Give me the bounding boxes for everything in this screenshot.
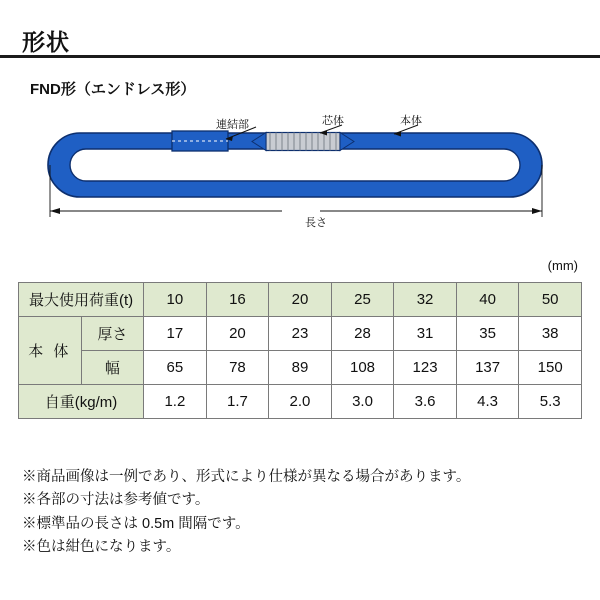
note-item: ※標準品の長さは 0.5m 間隔です。	[22, 515, 250, 532]
core-section	[252, 133, 354, 151]
callout-length: 長さ	[305, 217, 327, 229]
unit-label: (mm)	[547, 258, 578, 273]
page-header	[0, 18, 600, 58]
callout-core: 芯体	[322, 115, 344, 127]
sling-illustration	[20, 105, 580, 245]
notes-list	[22, 466, 582, 560]
cell-thickness-20: 23	[269, 317, 332, 351]
cell-width-20: 89	[269, 351, 332, 385]
row-label-weight: 自重(kg/m)	[19, 385, 144, 419]
cell-width-10: 65	[144, 351, 207, 385]
figure-title: FND形（エンドレス形）	[30, 81, 196, 98]
header-cell-load: 最大使用荷重(t)	[19, 283, 144, 317]
table-row	[19, 351, 582, 385]
cell-thickness-10: 17	[144, 317, 207, 351]
row-label-body: 本 体	[19, 317, 82, 385]
table-row	[19, 317, 582, 351]
cell-thickness-25: 28	[331, 317, 394, 351]
callout-joint: 連結部	[216, 119, 249, 131]
sling-figure	[20, 105, 580, 245]
table-header-row	[19, 283, 582, 317]
cell-weight-32: 3.6	[394, 385, 457, 419]
header-cell-40: 40	[456, 283, 519, 317]
note-item: ※各部の寸法は参考値です。	[22, 492, 210, 509]
cell-thickness-40: 35	[456, 317, 519, 351]
cell-weight-25: 3.0	[331, 385, 394, 419]
header-cell-10: 10	[144, 283, 207, 317]
cell-width-32: 123	[394, 351, 457, 385]
dim-arrow-right	[532, 208, 542, 214]
row-sublabel-thickness: 厚さ	[81, 317, 144, 351]
cell-weight-10: 1.2	[144, 385, 207, 419]
header-cell-25: 25	[331, 283, 394, 317]
spec-table	[18, 282, 582, 419]
header-cell-20: 20	[269, 283, 332, 317]
table-row	[19, 385, 582, 419]
cell-weight-50: 5.3	[519, 385, 582, 419]
note-item: ※商品画像は一例であり、形式により仕様が異なる場合があります。	[22, 469, 471, 485]
cell-width-40: 137	[456, 351, 519, 385]
callout-body: 本体	[400, 115, 422, 127]
page-title: 形状	[22, 29, 70, 55]
header-cell-16: 16	[206, 283, 269, 317]
sling-body-inner-hole	[70, 149, 520, 181]
row-sublabel-width: 幅	[81, 351, 144, 385]
header-cell-50: 50	[519, 283, 582, 317]
cell-width-25: 108	[331, 351, 394, 385]
dim-arrow-left	[50, 208, 60, 214]
cell-width-50: 150	[519, 351, 582, 385]
cell-thickness-50: 38	[519, 317, 582, 351]
cell-weight-40: 4.3	[456, 385, 519, 419]
header-cell-32: 32	[394, 283, 457, 317]
cell-weight-20: 2.0	[269, 385, 332, 419]
cell-weight-16: 1.7	[206, 385, 269, 419]
cell-thickness-32: 31	[394, 317, 457, 351]
cell-thickness-16: 20	[206, 317, 269, 351]
note-item: ※色は紺色になります。	[22, 539, 181, 556]
cell-width-16: 78	[206, 351, 269, 385]
